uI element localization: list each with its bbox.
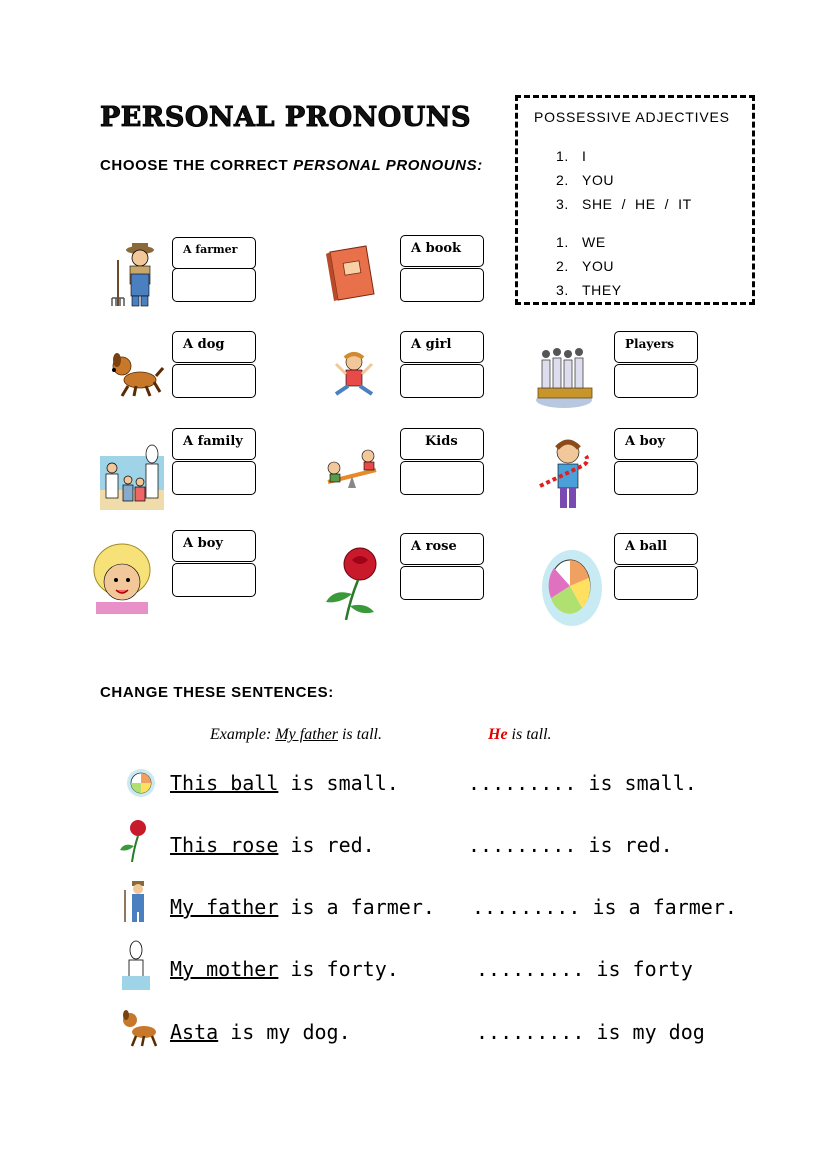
possessive-plural-list (556, 230, 622, 302)
mother-small-icon (118, 940, 154, 990)
change-heading: CHANGE THESE SENTENCES: (100, 684, 334, 701)
answer-2[interactable]: ......... is red. (468, 833, 673, 857)
example-sentence: Example: My father is tall. (210, 726, 382, 743)
sentence-4: My mother is forty. (170, 957, 399, 981)
ball-small-icon (126, 768, 156, 798)
book-picture-icon (326, 244, 378, 302)
farmer-label: A farmer (172, 237, 256, 269)
instruction-emphasis: PERSONAL PRONOUNS: (293, 157, 483, 174)
list-item: 3. THEY (556, 282, 622, 298)
page-title: PERSONAL PRONOUNS (100, 102, 472, 133)
answer-1[interactable]: ......... is small. (468, 771, 697, 795)
ball-label: A ball (614, 533, 698, 565)
girl-answer-box[interactable] (400, 364, 484, 398)
boy-face-label: A boy (172, 530, 256, 562)
ball-picture-icon (540, 546, 606, 630)
boy-face-answer-box[interactable] (172, 563, 256, 597)
players-picture-icon (536, 344, 596, 410)
kids-label: Kids (400, 428, 484, 460)
possessive-title: POSSESSIVE ADJECTIVES (534, 109, 730, 125)
list-item: 2. YOU (556, 258, 615, 274)
example-answer: He is tall. (488, 726, 552, 743)
girl-label: A girl (400, 331, 484, 363)
family-label: A family (172, 428, 256, 460)
book-answer-box[interactable] (400, 268, 484, 302)
dog-answer-box[interactable] (172, 364, 256, 398)
list-item: 2. YOU (556, 172, 615, 188)
girl-picture-icon (332, 350, 376, 398)
players-label: Players (614, 331, 698, 363)
farmer-picture-icon (104, 240, 164, 308)
boy-candy-label: A boy (614, 428, 698, 460)
farmer-small-icon (120, 880, 152, 924)
sentence-3: My father is a farmer. (170, 895, 435, 919)
list-item: 1. WE (556, 234, 606, 250)
boy-face-picture-icon (92, 542, 156, 614)
rose-small-icon (118, 818, 154, 862)
possessive-singular-list (556, 144, 692, 216)
answer-3[interactable]: ......... is a farmer. (472, 895, 737, 919)
sentence-2: This rose is red. (170, 833, 375, 857)
ball-answer-box[interactable] (614, 566, 698, 600)
family-picture-icon (100, 440, 164, 510)
possessive-adjectives-box (515, 95, 755, 305)
instruction-heading (100, 157, 483, 174)
sentence-1: This ball is small. (170, 771, 399, 795)
rose-answer-box[interactable] (400, 566, 484, 600)
answer-5[interactable]: ......... is my dog (476, 1020, 705, 1044)
book-label: A book (400, 235, 484, 267)
answer-4[interactable]: ......... is forty (476, 957, 693, 981)
family-answer-box[interactable] (172, 461, 256, 495)
kids-answer-box[interactable] (400, 461, 484, 495)
rose-picture-icon (320, 546, 386, 620)
boy-candy-picture-icon (538, 436, 590, 514)
dog-picture-icon (108, 348, 164, 398)
instruction-prefix: CHOOSE THE CORRECT (100, 157, 294, 174)
list-item: 3. SHE / HE / IT (556, 196, 692, 212)
dog-small-icon (118, 1006, 162, 1056)
dog-label: A dog (172, 331, 256, 363)
sentence-5: Asta is my dog. (170, 1020, 351, 1044)
boy-candy-answer-box[interactable] (614, 461, 698, 495)
kids-picture-icon (324, 448, 380, 498)
players-answer-box[interactable] (614, 364, 698, 398)
rose-label: A rose (400, 533, 484, 565)
farmer-answer-box[interactable] (172, 268, 256, 302)
list-item: 1. I (556, 148, 587, 164)
